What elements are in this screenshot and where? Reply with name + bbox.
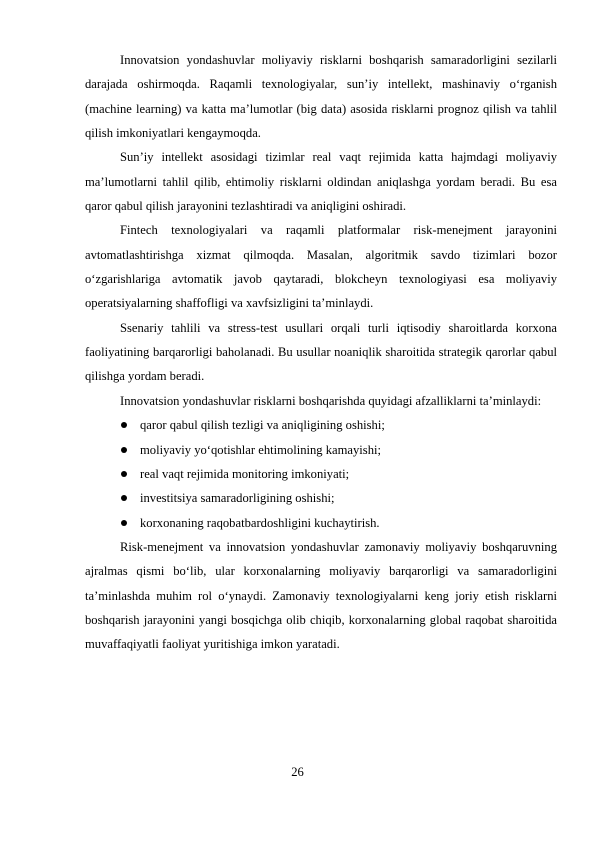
bullet-dot-icon	[121, 520, 127, 526]
paragraph-conclusion: Risk-menejment va innovatsion yondashuvlar zamonaviy moliyaviy boshqaruvning ajralmas qismi bo‘lib, ular korxonalarning moliyaviy barqarorligi va samaradorligini ta’minlashda muhim rol o‘ynaydi. Zamonaviy texnologiyalarni keng joriy etish risklarni boshqarish jarayonini yangi bosqichga olib chiqib, korxonalarning global raqobat sharoitida muvaffaqiyatli faoliyat yuritishiga imkon yaratadi.	[85, 539, 557, 652]
page-number: 26	[291, 765, 304, 779]
list-item	[85, 438, 557, 462]
advantages-list	[85, 413, 557, 535]
list-item	[85, 462, 557, 486]
list-item-text: qaror qabul qilish tezligi va aniqligining oshishi;	[140, 418, 385, 433]
paragraph-advantages-intro: Innovatsion yondashuvlar risklarni boshqarishda quyidagi afzalliklarni ta’minlaydi:	[120, 393, 542, 408]
list-item	[85, 486, 557, 510]
paragraph-innovative-approaches: Innovatsion yondashuvlar moliyaviy risklarni boshqarish samaradorligini sezilarli darajada oshirmoqda. Raqamli texnologiyalar, sun’iy intellekt, mashinaviy o‘rganish (machine learning) va katta ma’lumotlar (big data) asosida risklarni prognoz qilish va tahlil qilish imkoniyatlari kengaymoqda.	[85, 53, 557, 141]
bullet-dot-icon	[121, 495, 127, 501]
list-item-text: investitsiya samaradorligining oshishi;	[140, 491, 335, 506]
paragraph-scenario-analysis: Ssenariy tahlili va stress-test usullari orqali turli iqtisodiy sharoitlarda korxona faoliyatining barqarorligi baholanadi. Bu usullar noaniqlik sharoitida strategik qarorlar qabul qilishga yordam beradi.	[85, 320, 557, 384]
paragraph-artificial-intelligence: Sun’iy intellekt asosidagi tizimlar real vaqt rejimida katta hajmdagi moliyaviy ma’lumotlarni tahlil qilib, ehtimoliy risklarni oldindan aniqlashga yordam beradi. Bu esa qaror qabul qilish jarayonini tezlashtiradi va aniqligini oshiradi.	[85, 150, 557, 214]
list-item-text: real vaqt rejimida monitoring imkoniyati;	[140, 466, 350, 481]
paragraph-fintech: Fintech texnologiyalari va raqamli platformalar risk-menejment jarayonini avtomatlashtirishga xizmat qilmoqda. Masalan, algoritmik savdo tizimlari bozor o‘zgarishlariga avtomatik javob qaytaradi, blokcheyn texnologiyasi esa moliyaviy operatsiyalarning shaffofligi va xavfsizligini ta’minlaydi.	[85, 223, 557, 311]
list-item	[85, 413, 557, 437]
list-item-text: moliyaviy yo‘qotishlar ehtimolining kamayishi;	[140, 442, 382, 457]
bullet-dot-icon	[121, 447, 127, 453]
bullet-dot-icon	[121, 422, 127, 428]
list-item-text: korxonaning raqobatbardoshligini kuchaytirish.	[140, 515, 380, 530]
page-body	[85, 48, 557, 657]
bullet-dot-icon	[121, 471, 127, 477]
list-item	[85, 511, 557, 535]
